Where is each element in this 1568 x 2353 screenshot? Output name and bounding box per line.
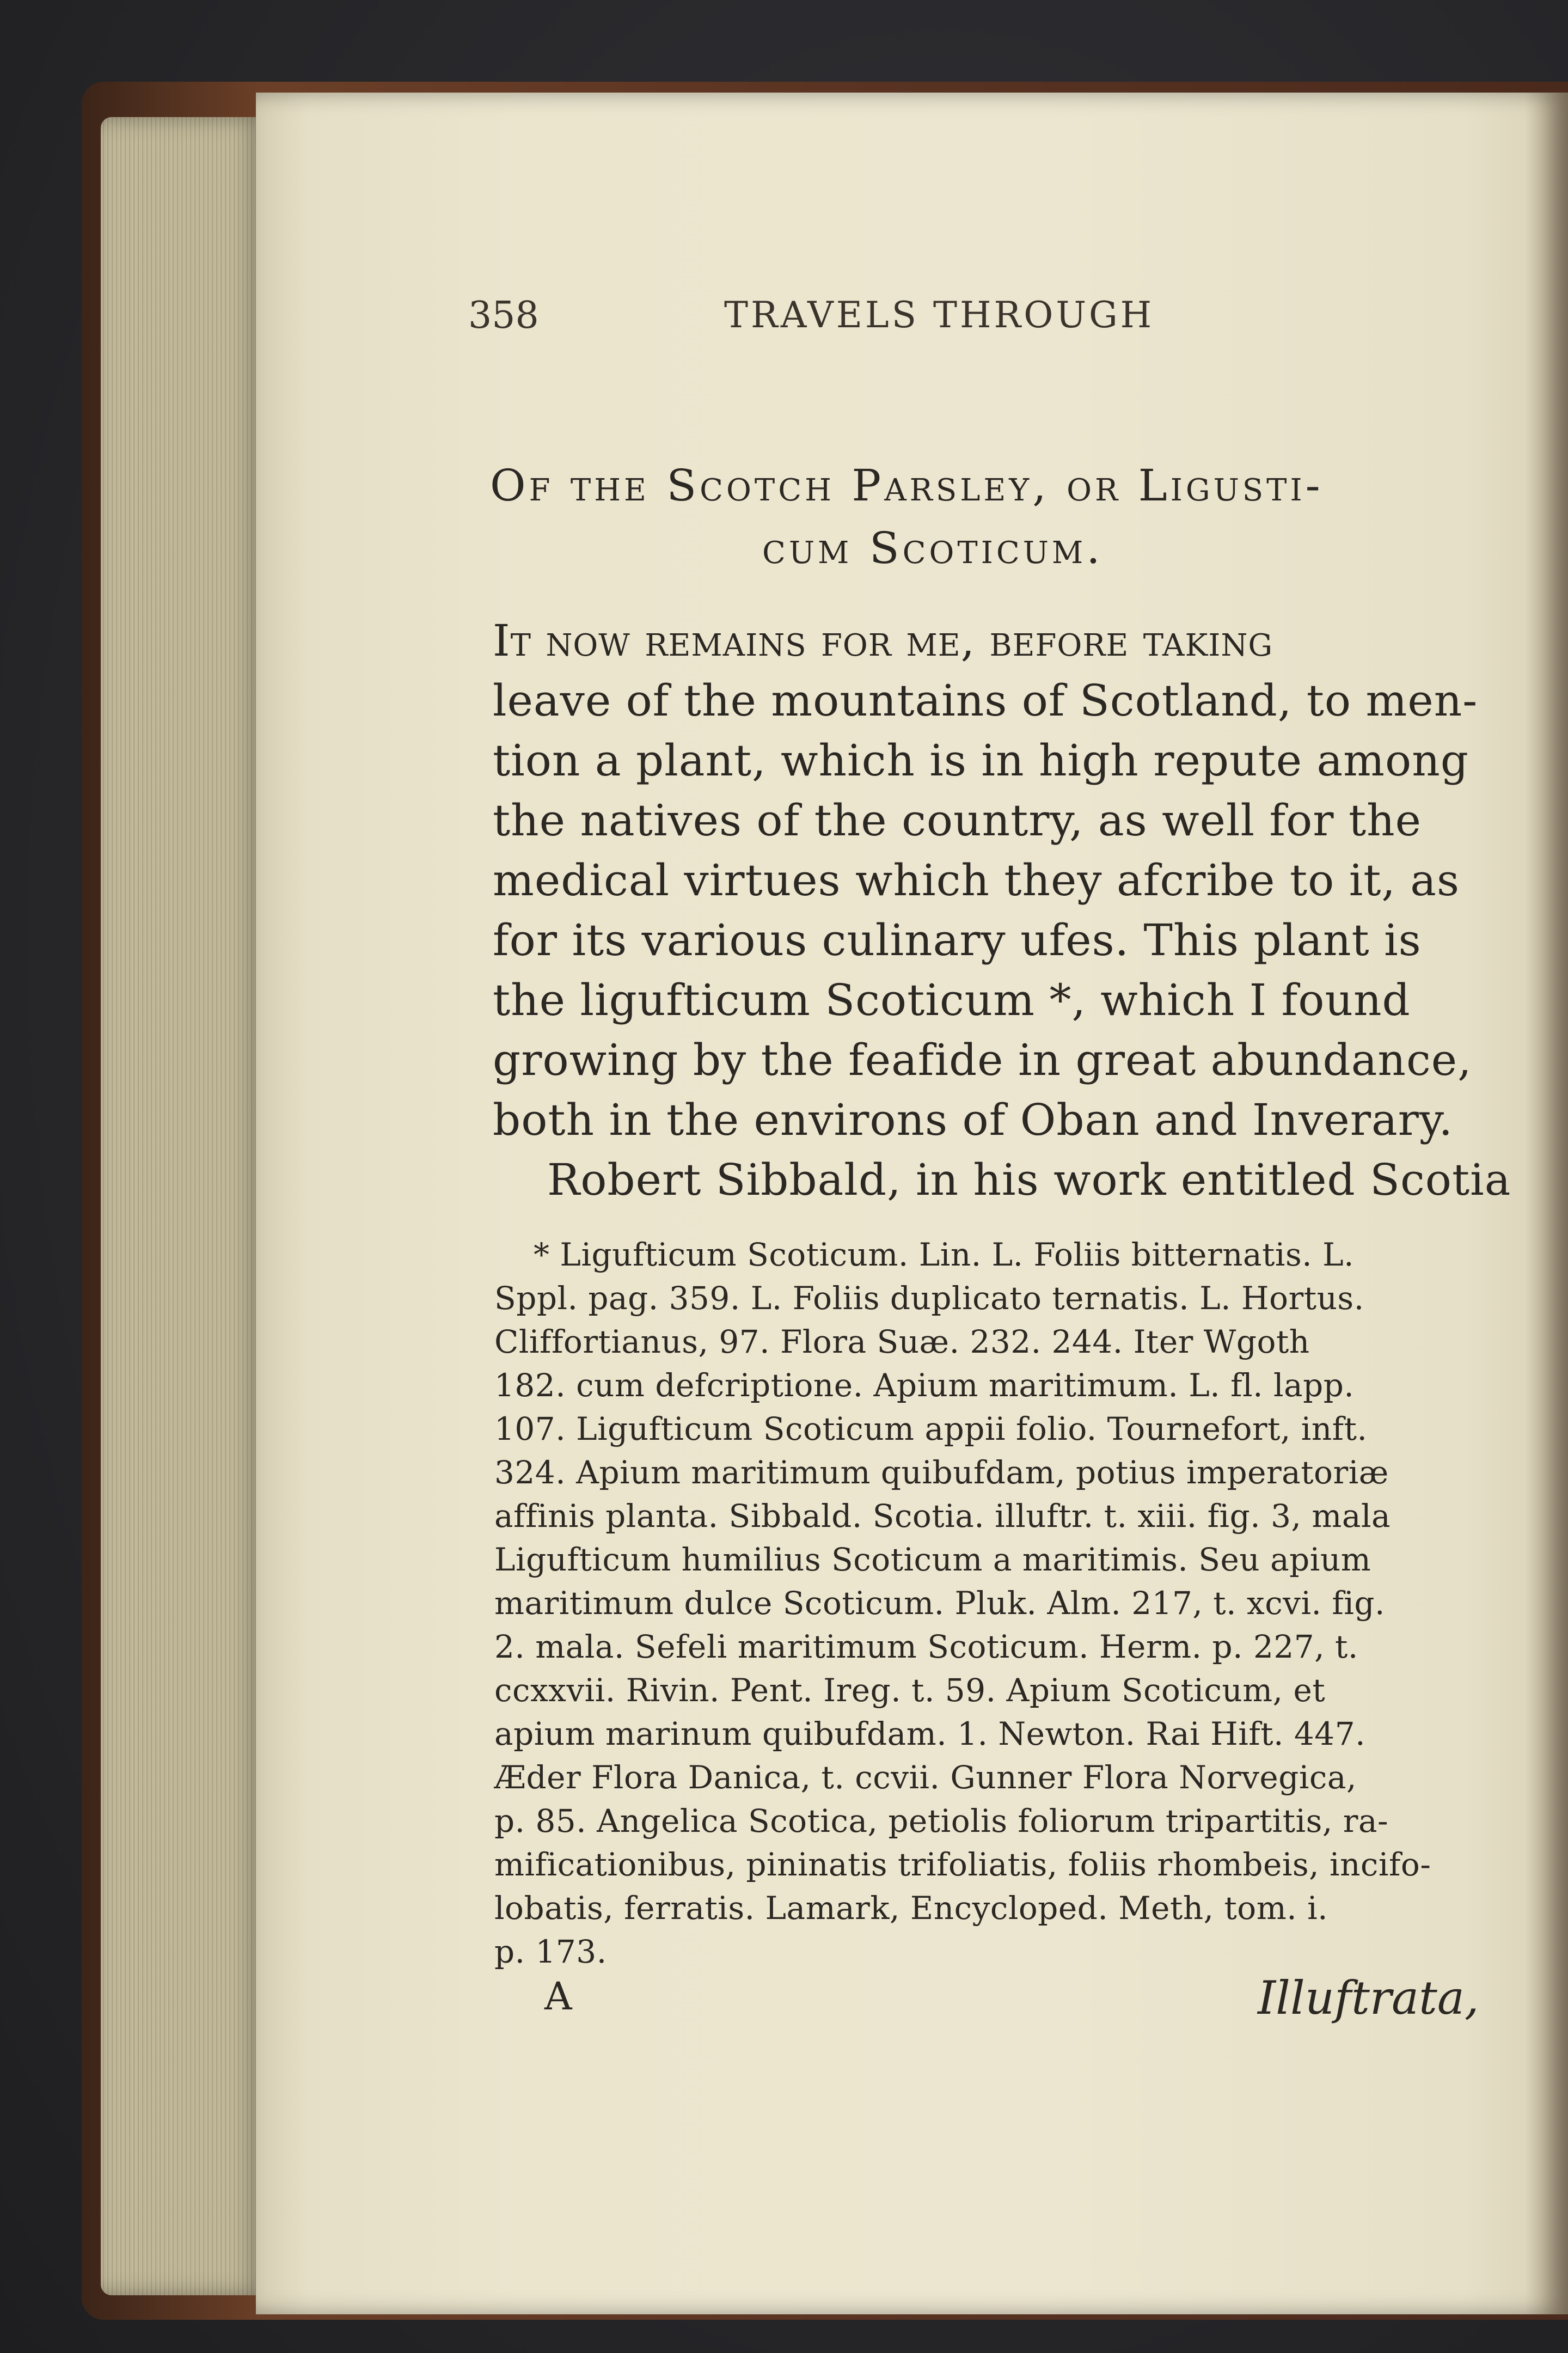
body-line-2: leave of the mountains of Scotland, to men-: [493, 675, 1478, 726]
page-edges: [101, 117, 264, 2295]
footnote-line-7: affinis planta. Sibbald. Scotia. illuftr. t. xiii. fig. 3, mala: [494, 1498, 1391, 1535]
body-line-1: It now remains for me, before taking: [493, 615, 1273, 666]
footnote-line-13: Æder Flora Danica, t. ccvii. Gunner Flora Norvegica,: [494, 1759, 1357, 1796]
footnote-line-6: 324. Apium maritimum quibufdam, potius imperatoriæ: [494, 1454, 1389, 1491]
signature-mark: A: [544, 1974, 572, 2019]
chapter-title-line-2: cum Scoticum.: [762, 523, 1104, 573]
page-number: 358: [468, 294, 539, 337]
footnote-line-3: Cliffortianus, 97. Flora Suæ. 232. 244. Iter Wgoth: [494, 1323, 1310, 1360]
footnote-line-12: apium marinum quibufdam. 1. Newton. Rai Hift. 447.: [494, 1715, 1366, 1752]
footnote-line-11: ccxxvii. Rivin. Pent. Ireg. t. 59. Apium Scoticum, et: [494, 1672, 1326, 1709]
body-line-9: both in the environs of Oban and Inverary.: [493, 1095, 1453, 1145]
footnote-line-8: Ligufticum humilius Scoticum a maritimis. Seu apium: [494, 1541, 1371, 1578]
footnote-line-16: lobatis, ferratis. Lamark, Encycloped. Meth, tom. i.: [494, 1890, 1328, 1927]
body-line-6: for its various culinary ufes. This plant is: [493, 915, 1422, 965]
footnote-line-14: p. 85. Angelica Scotica, petiolis foliorum tripartitis, ra-: [494, 1802, 1389, 1839]
footnote-line-4: 182. cum defcriptione. Apium maritimum. L. fl. lapp.: [494, 1367, 1355, 1404]
body-line-10: Robert Sibbald, in his work entitled Scotia: [547, 1154, 1511, 1205]
running-title: TRAVELS THROUGH: [724, 294, 1155, 336]
body-line-7: the ligufticum Scoticum *, which I found: [493, 975, 1411, 1025]
footnote-line-5: 107. Ligufticum Scoticum appii folio. Tournefort, inft.: [494, 1410, 1368, 1447]
body-line-3: tion a plant, which is in high repute among: [493, 735, 1469, 786]
body-line-8: growing by the feafide in great abundance,: [493, 1035, 1472, 1085]
catchword: Illuftrata,: [1258, 1971, 1479, 2025]
footnote-line-2: Sppl. pag. 359. L. Foliis duplicato ternatis. L. Hortus.: [494, 1280, 1364, 1317]
footnote-line-9: maritimum dulce Scoticum. Pluk. Alm. 217, t. xcvi. fig.: [494, 1585, 1385, 1622]
chapter-title-line-1: Of the Scotch Parsley, or Ligusti-: [490, 460, 1324, 511]
footnote-line-10: 2. mala. Sefeli maritimum Scoticum. Herm. p. 227, t.: [494, 1628, 1358, 1665]
binding-gutter: [1524, 93, 1568, 2314]
footnote-line-15: mificationibus, pininatis trifoliatis, foliis rhombeis, incifo-: [494, 1846, 1431, 1883]
footnote-line-17: p. 173.: [494, 1933, 607, 1970]
footnote-line-1: * Ligufticum Scoticum. Lin. L. Foliis bitternatis. L.: [534, 1236, 1355, 1273]
body-line-5: medical virtues which they afcribe to it, as: [493, 855, 1460, 906]
body-line-4: the natives of the country, as well for the: [493, 795, 1422, 846]
